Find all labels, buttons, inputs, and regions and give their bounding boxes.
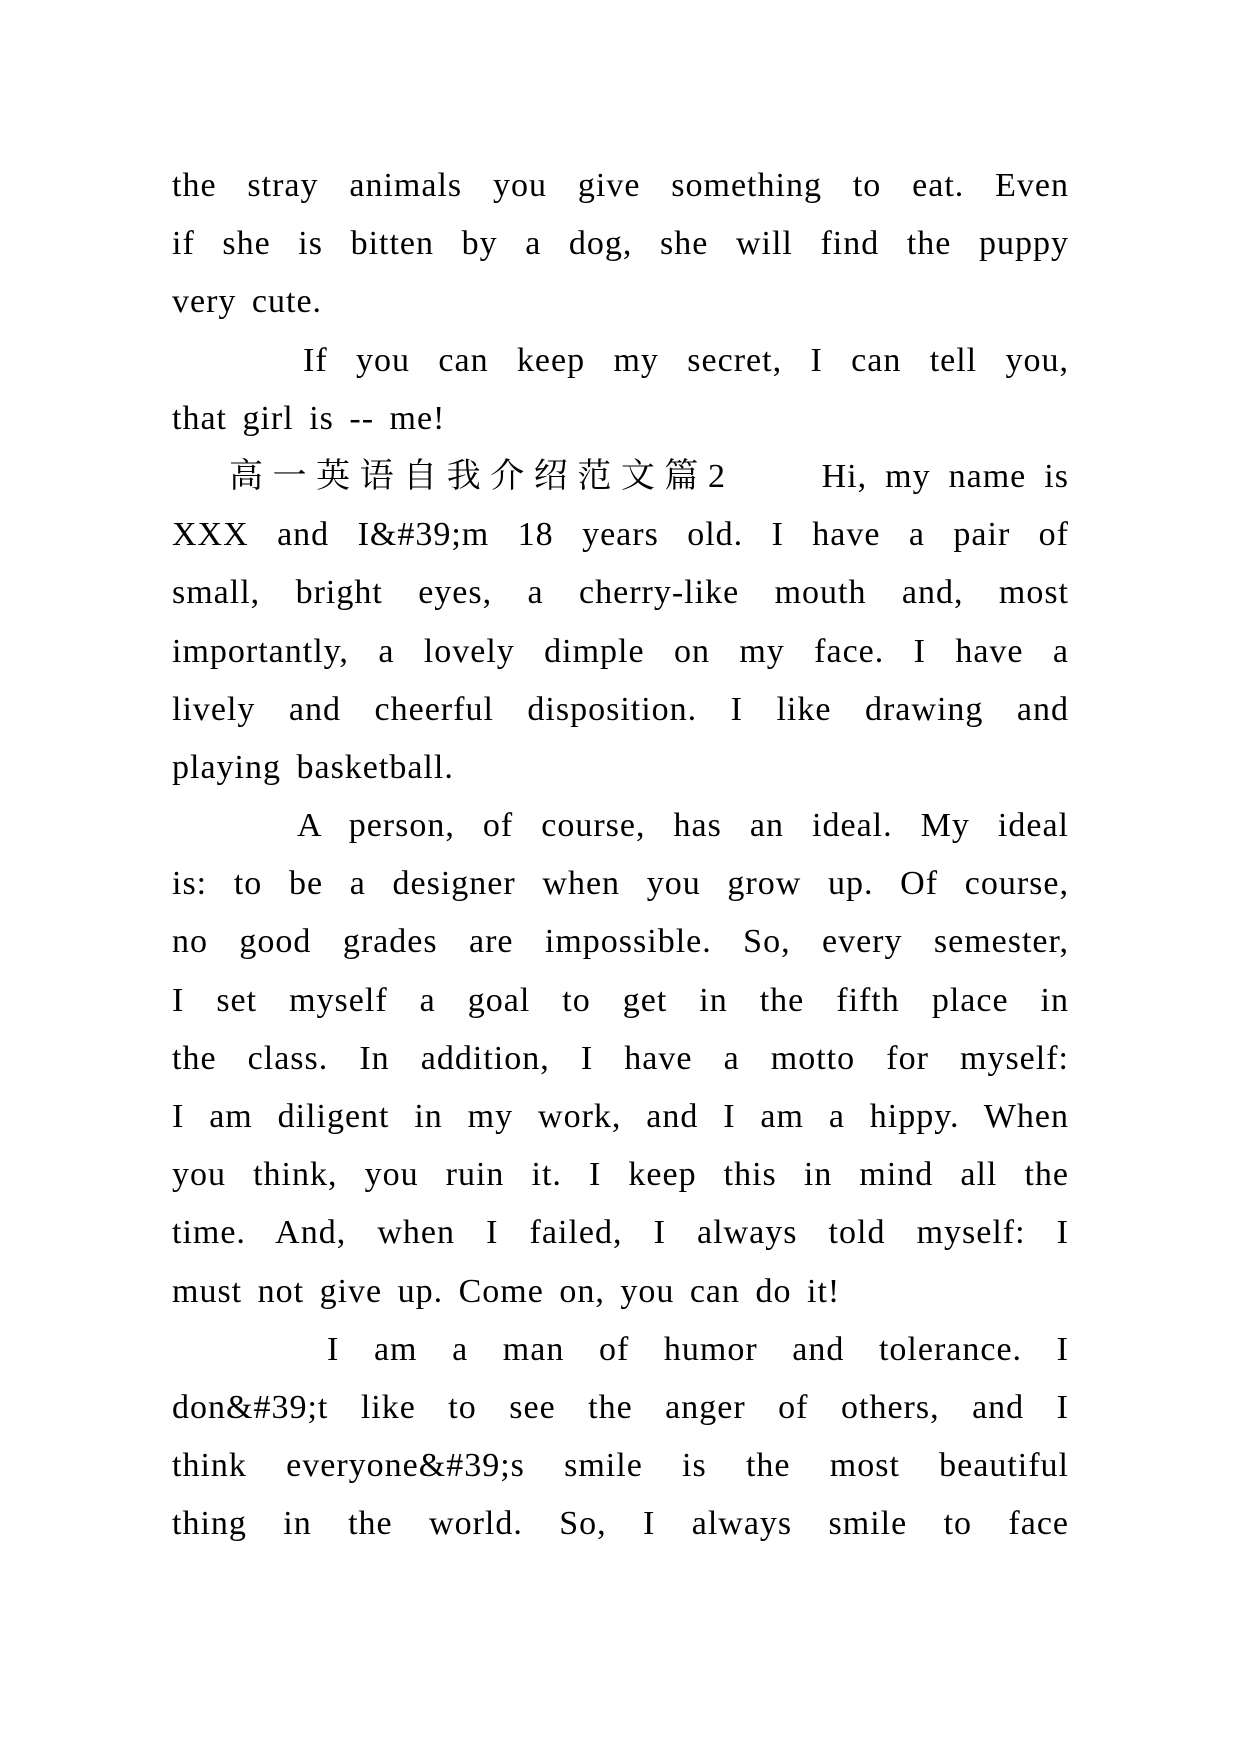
text-line: small, bright eyes, a cherry-like mouth and, most	[172, 574, 1069, 612]
text-line: if she is bitten by a dog, she will find the puppy	[172, 225, 1069, 263]
text-line: I am a man of humor and tolerance. I	[327, 1330, 1069, 1368]
text-line: don&#39;t like to see the anger of others, and I	[172, 1388, 1069, 1426]
text-line: that girl is -- me!	[172, 399, 446, 437]
text-line: thing in the world. So, I always smile to face	[172, 1505, 1069, 1543]
text-content	[172, 157, 1069, 1554]
text-line: the stray animals you give something to eat. Even	[172, 167, 1069, 204]
text-line: importantly, a lovely dimple on my face. I have a	[172, 632, 1069, 670]
text-line: very cute.	[172, 283, 323, 321]
text-line: playing basketball.	[172, 748, 454, 786]
text-line: I am diligent in my work, and I am a hippy. When	[172, 1098, 1069, 1135]
text-line: time. And, when I failed, I always told myself: I	[172, 1214, 1069, 1252]
text-line: I set myself a goal to get in the fifth place in	[172, 981, 1069, 1019]
text-line: XXX and I&#39;m 18 years old. I have a pair of	[172, 516, 1069, 554]
text-line: A person, of course, has an ideal. My ideal	[297, 807, 1069, 845]
text-line: lively and cheerful disposition. I like drawing and	[172, 690, 1069, 728]
text-line: no good grades are impossible. So, every semester,	[172, 923, 1069, 961]
text-line: you think, you ruin it. I keep this in mind all the	[172, 1156, 1069, 1194]
text-line: think everyone&#39;s smile is the most beautiful	[172, 1447, 1069, 1485]
text-line: the class. In addition, I have a motto for myself:	[172, 1039, 1069, 1077]
text-line: If you can keep my secret, I can tell you,	[303, 341, 1069, 379]
text-line: must not give up. Come on, you can do it!	[172, 1272, 841, 1310]
text-line: is: to be a designer when you grow up. Of course,	[172, 865, 1069, 903]
text-line section-heading-line: 高一英语自我介绍范文篇2 Hi, my name is	[229, 457, 1069, 495]
